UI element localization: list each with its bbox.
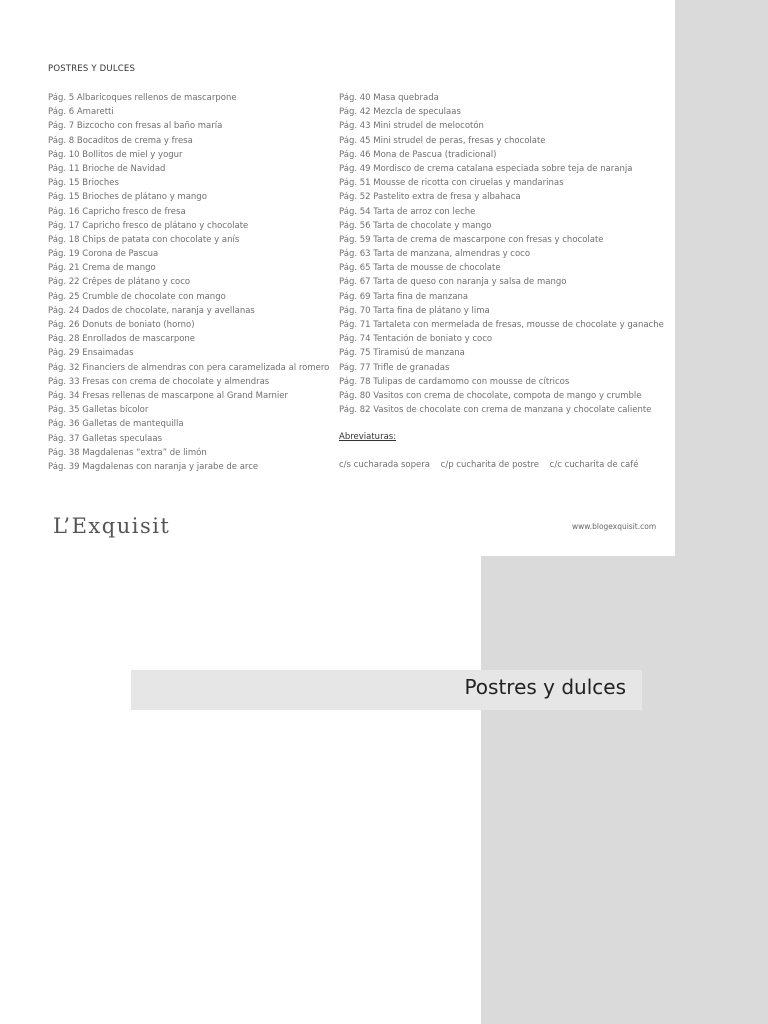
brand-logo-text: L’Exquisit <box>53 514 171 538</box>
toc-entry: Pág. 78 Tulipas de cardamomo con mousse de cítricos <box>339 376 570 387</box>
toc-entry: Pág. 17 Capricho fresco de plátano y chocolate <box>48 220 249 231</box>
toc-entry: Pág. 45 Mini strudel de peras, fresas y chocolate <box>339 135 546 146</box>
toc-entry: Pág. 46 Mona de Pascua (tradicional) <box>339 149 497 160</box>
grey-bottom-panel <box>481 556 768 1024</box>
toc-entry: Pág. 74 Tentación de boniato y coco <box>339 334 493 345</box>
abbreviation-item: c/p cucharita de postre <box>440 460 539 470</box>
toc-entry: Pág. 33 Fresas con crema de chocolate y almendras <box>48 376 270 387</box>
toc-entry: Pág. 5 Albaricoques rellenos de mascarpone <box>48 93 237 103</box>
toc-entry: Pág. 43 Mini strudel de melocotón <box>339 121 484 132</box>
abbreviations-row <box>339 460 646 470</box>
toc-entry: Pág. 37 Galletas speculaas <box>48 433 163 444</box>
toc-entry: Pág. 39 Magdalenas con naranja y jarabe de arce <box>48 461 259 472</box>
toc-entry: Pág. 28 Enrollados de mascarpone <box>48 334 196 345</box>
toc-entry: Pág. 54 Tarta de arroz con leche <box>339 206 476 217</box>
toc-entry: Pág. 36 Galletas de mantequilla <box>48 419 184 430</box>
toc-entry: Pág. 63 Tarta de manzana, almendras y coco <box>339 249 531 260</box>
toc-entry: Pág. 15 Brioches de plátano y mango <box>48 192 207 203</box>
abbreviation-item: c/c cucharita de café <box>549 460 639 470</box>
section-title: Postres y dulces <box>464 675 626 699</box>
toc-entry: Pág. 42 Mezcla de speculaas <box>339 107 461 118</box>
toc-entry: Pág. 16 Capricho fresco de fresa <box>48 206 186 217</box>
toc-entry: Pág. 15 Brioches <box>48 178 119 189</box>
toc-entry: Pág. 26 Donuts de boniato (horno) <box>48 320 195 330</box>
toc-entry: Pág. 34 Fresas rellenas de mascarpone al Grand Marnier <box>48 390 289 401</box>
toc-entry: Pág. 65 Tarta de mousse de chocolate <box>339 263 501 274</box>
toc-entry: Pág. 69 Tarta fina de manzana <box>339 291 469 302</box>
toc-entry: Pág. 7 Bizcocho con fresas al baño maría <box>48 121 223 132</box>
toc-entry: Pág. 71 Tartaleta con mermelada de fresas, mousse de chocolate y ganache <box>339 320 664 330</box>
toc-entry: Pág. 75 Tiramisú de manzana <box>339 348 465 359</box>
toc-entry: Pág. 35 Galletas bicolor <box>48 405 149 416</box>
toc-entry: Pág. 24 Dados de chocolate, naranja y avellanas <box>48 305 255 316</box>
toc-entry: Pág. 29 Ensaimadas <box>48 348 134 359</box>
toc-entry: Pág. 19 Corona de Pascua <box>48 249 159 260</box>
toc-entry: Pág. 25 Crumble de chocolate con mango <box>48 291 226 302</box>
toc-entry: Pág. 56 Tarta de chocolate y mango <box>339 220 492 231</box>
toc-entry: Pág. 40 Masa quebrada <box>339 93 439 103</box>
toc-entry: Pág. 51 Mousse de ricotta con ciruelas y mandarinas <box>339 178 564 189</box>
toc-entry: Pág. 10 Bollitos de miel y yogur <box>48 149 183 160</box>
section-title-bar <box>131 670 642 710</box>
toc-entry: Pág. 18 Chips de patata con chocolate y anís <box>48 234 240 245</box>
toc-entry: Pág. 59 Tarta de crema de mascarpone con fresas y chocolate <box>339 234 604 245</box>
toc-entry: Pág. 67 Tarta de queso con naranja y salsa de mango <box>339 277 567 288</box>
toc-entry: Pág. 70 Tarta fina de plátano y lima <box>339 305 490 316</box>
abbreviations-title: Abreviaturas: <box>339 432 397 442</box>
toc-heading: POSTRES Y DULCES <box>48 64 136 74</box>
toc-left-column <box>48 91 333 474</box>
toc-right-column <box>339 91 669 417</box>
toc-entry: Pág. 49 Mordisco de crema catalana especiada sobre teja de naranja <box>339 163 633 174</box>
blog-url: www.blogexquisit.com <box>572 522 657 531</box>
toc-entry: Pág. 6 Amaretti <box>48 107 114 118</box>
abbreviation-item: c/s cucharada sopera <box>339 460 430 470</box>
toc-entry: Pág. 21 Crema de mango <box>48 263 156 274</box>
toc-entry: Pág. 80 Vasitos con crema de chocolate, compota de mango y crumble <box>339 390 642 401</box>
toc-entry: Pág. 11 Brioche de Navidad <box>48 163 166 174</box>
toc-entry: Pág. 82 Vasitos de chocolate con crema de manzana y chocolate caliente <box>339 405 652 416</box>
toc-entry: Pág. 8 Bocaditos de crema y fresa <box>48 135 193 146</box>
toc-entry: Pág. 32 Financiers de almendras con pera caramelizada al romero <box>48 362 330 373</box>
toc-page <box>0 0 675 556</box>
toc-entry: Pág. 38 Magdalenas “extra” de limón <box>48 447 207 458</box>
toc-entry: Pág. 77 Trifle de granadas <box>339 362 450 373</box>
toc-entry: Pág. 22 Crêpes de plátano y coco <box>48 277 191 288</box>
toc-entry: Pág. 52 Pastelito extra de fresa y albahaca <box>339 192 521 203</box>
